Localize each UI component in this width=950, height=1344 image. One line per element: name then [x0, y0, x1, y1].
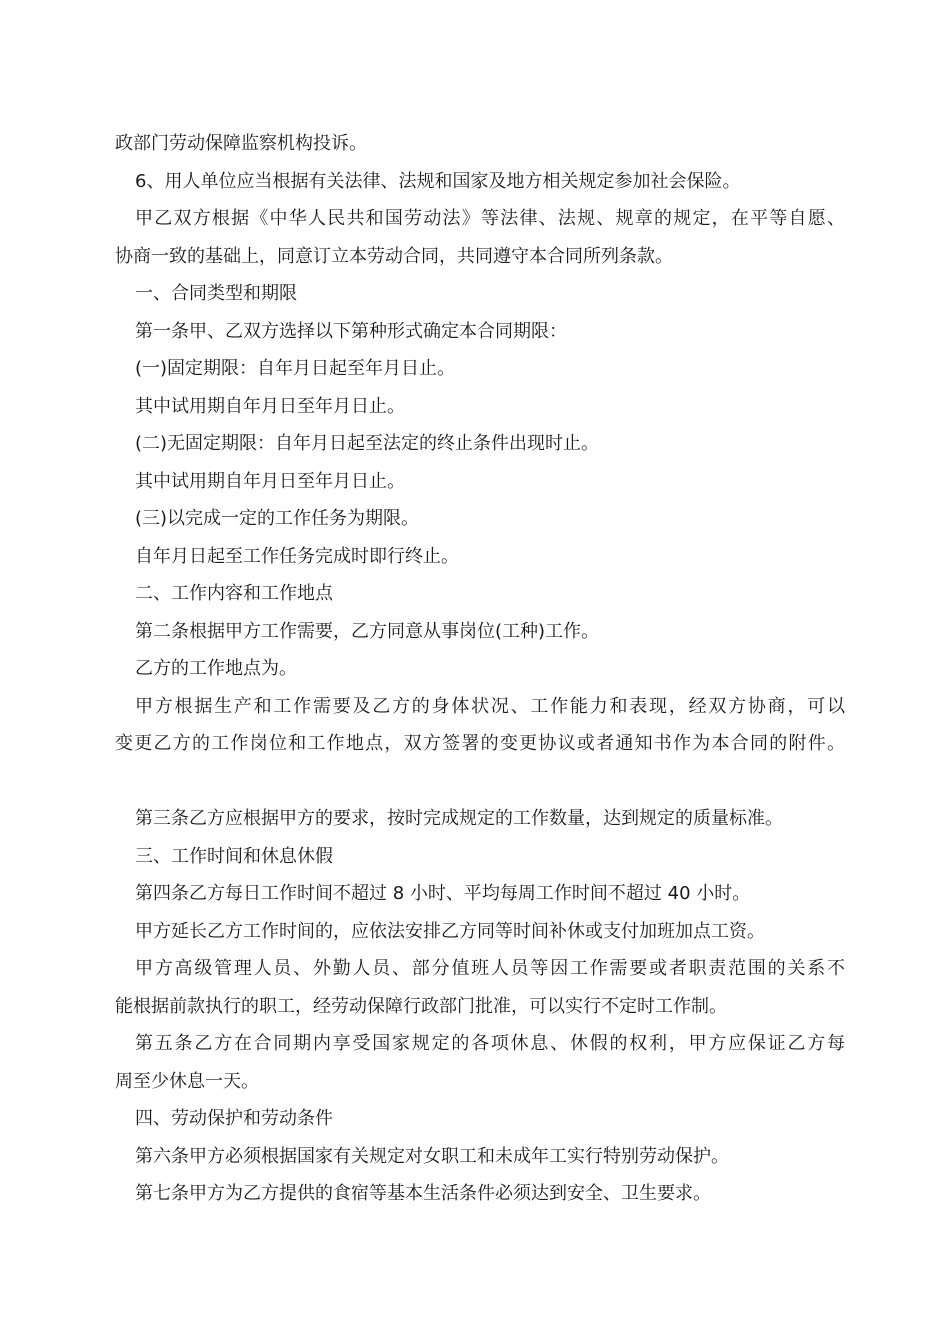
list-item: (二)无固定期限：自年月日起至法定的终止条件出现时止。 — [135, 433, 600, 454]
article-line: 第三条乙方应根据甲方的要求，按时完成规定的工作数量，达到规定的质量标准。 — [135, 808, 783, 829]
paragraph-line: 甲方延长乙方工作时间的，应依法安排乙方同等时间补休或支付加班加点工资。 — [135, 920, 765, 942]
paragraph-line: 变更乙方的工作岗位和工作地点，双方签署的变更协议或者通知书作为本合同的附件。 — [115, 733, 845, 754]
blank-line — [115, 763, 845, 801]
section-heading: 三、工作时间和休息休假 — [135, 845, 333, 867]
paragraph-line: 甲方根据生产和工作需要及乙方的身体状况、工作能力和表现，经双方协商，可以 — [135, 695, 845, 717]
article-line: 第六条甲方必须根据国家有关规定对女职工和未成年工实行特别劳动保护。 — [135, 1145, 729, 1167]
document-body — [115, 125, 845, 1213]
paragraph-line: 政部门劳动保障监察机构投诉。 — [115, 133, 367, 154]
article-line: 第二条根据甲方工作需要，乙方同意从事岗位(工种)工作。 — [135, 620, 600, 642]
paragraph-line: 周至少休息一天。 — [115, 1070, 259, 1092]
paragraph-line: 能根据前款执行的职工，经劳动保障行政部门批准，可以实行不定时工作制。 — [115, 995, 727, 1017]
list-item: (三)以完成一定的工作任务为期限。 — [135, 508, 420, 529]
paragraph-line: 协商一致的基础上，同意订立本劳动合同，共同遵守本合同所列条款。 — [115, 245, 673, 267]
paragraph-line: 其中试用期自年月日至年月日止。 — [135, 395, 405, 417]
paragraph-line: 乙方的工作地点为。 — [135, 658, 297, 679]
article-line: 第一条甲、乙双方选择以下第种形式确定本合同期限： — [135, 320, 567, 342]
paragraph-line: 自年月日起至工作任务完成时即行终止。 — [135, 545, 459, 567]
article-line: 第七条甲方为乙方提供的食宿等基本生活条件必须达到安全、卫生要求。 — [135, 1183, 711, 1204]
section-heading: 一、合同类型和期限 — [135, 283, 297, 304]
paragraph-line: 甲方高级管理人员、外勤人员、部分值班人员等因工作需要或者职责范围的关系不 — [135, 958, 845, 979]
section-heading: 二、工作内容和工作地点 — [135, 583, 333, 604]
article-line: 第五条乙方在合同期内享受国家规定的各项休息、休假的权利，甲方应保证乙方每 — [135, 1033, 845, 1054]
article-line: 第四条乙方每日工作时间不超过 8 小时、平均每周工作时间不超过 40 小时。 — [135, 883, 751, 904]
list-item: (一)固定期限：自年月日起至年月日止。 — [135, 358, 456, 379]
paragraph-line: 6、用人单位应当根据有关法律、法规和国家及地方相关规定参加社会保险。 — [135, 170, 741, 192]
paragraph-line: 其中试用期自年月日至年月日止。 — [135, 470, 405, 492]
section-heading: 四、劳动保护和劳动条件 — [135, 1108, 333, 1129]
paragraph-line: 甲乙双方根据《中华人民共和国劳动法》等法律、法规、规章的规定，在平等自愿、 — [135, 208, 845, 229]
